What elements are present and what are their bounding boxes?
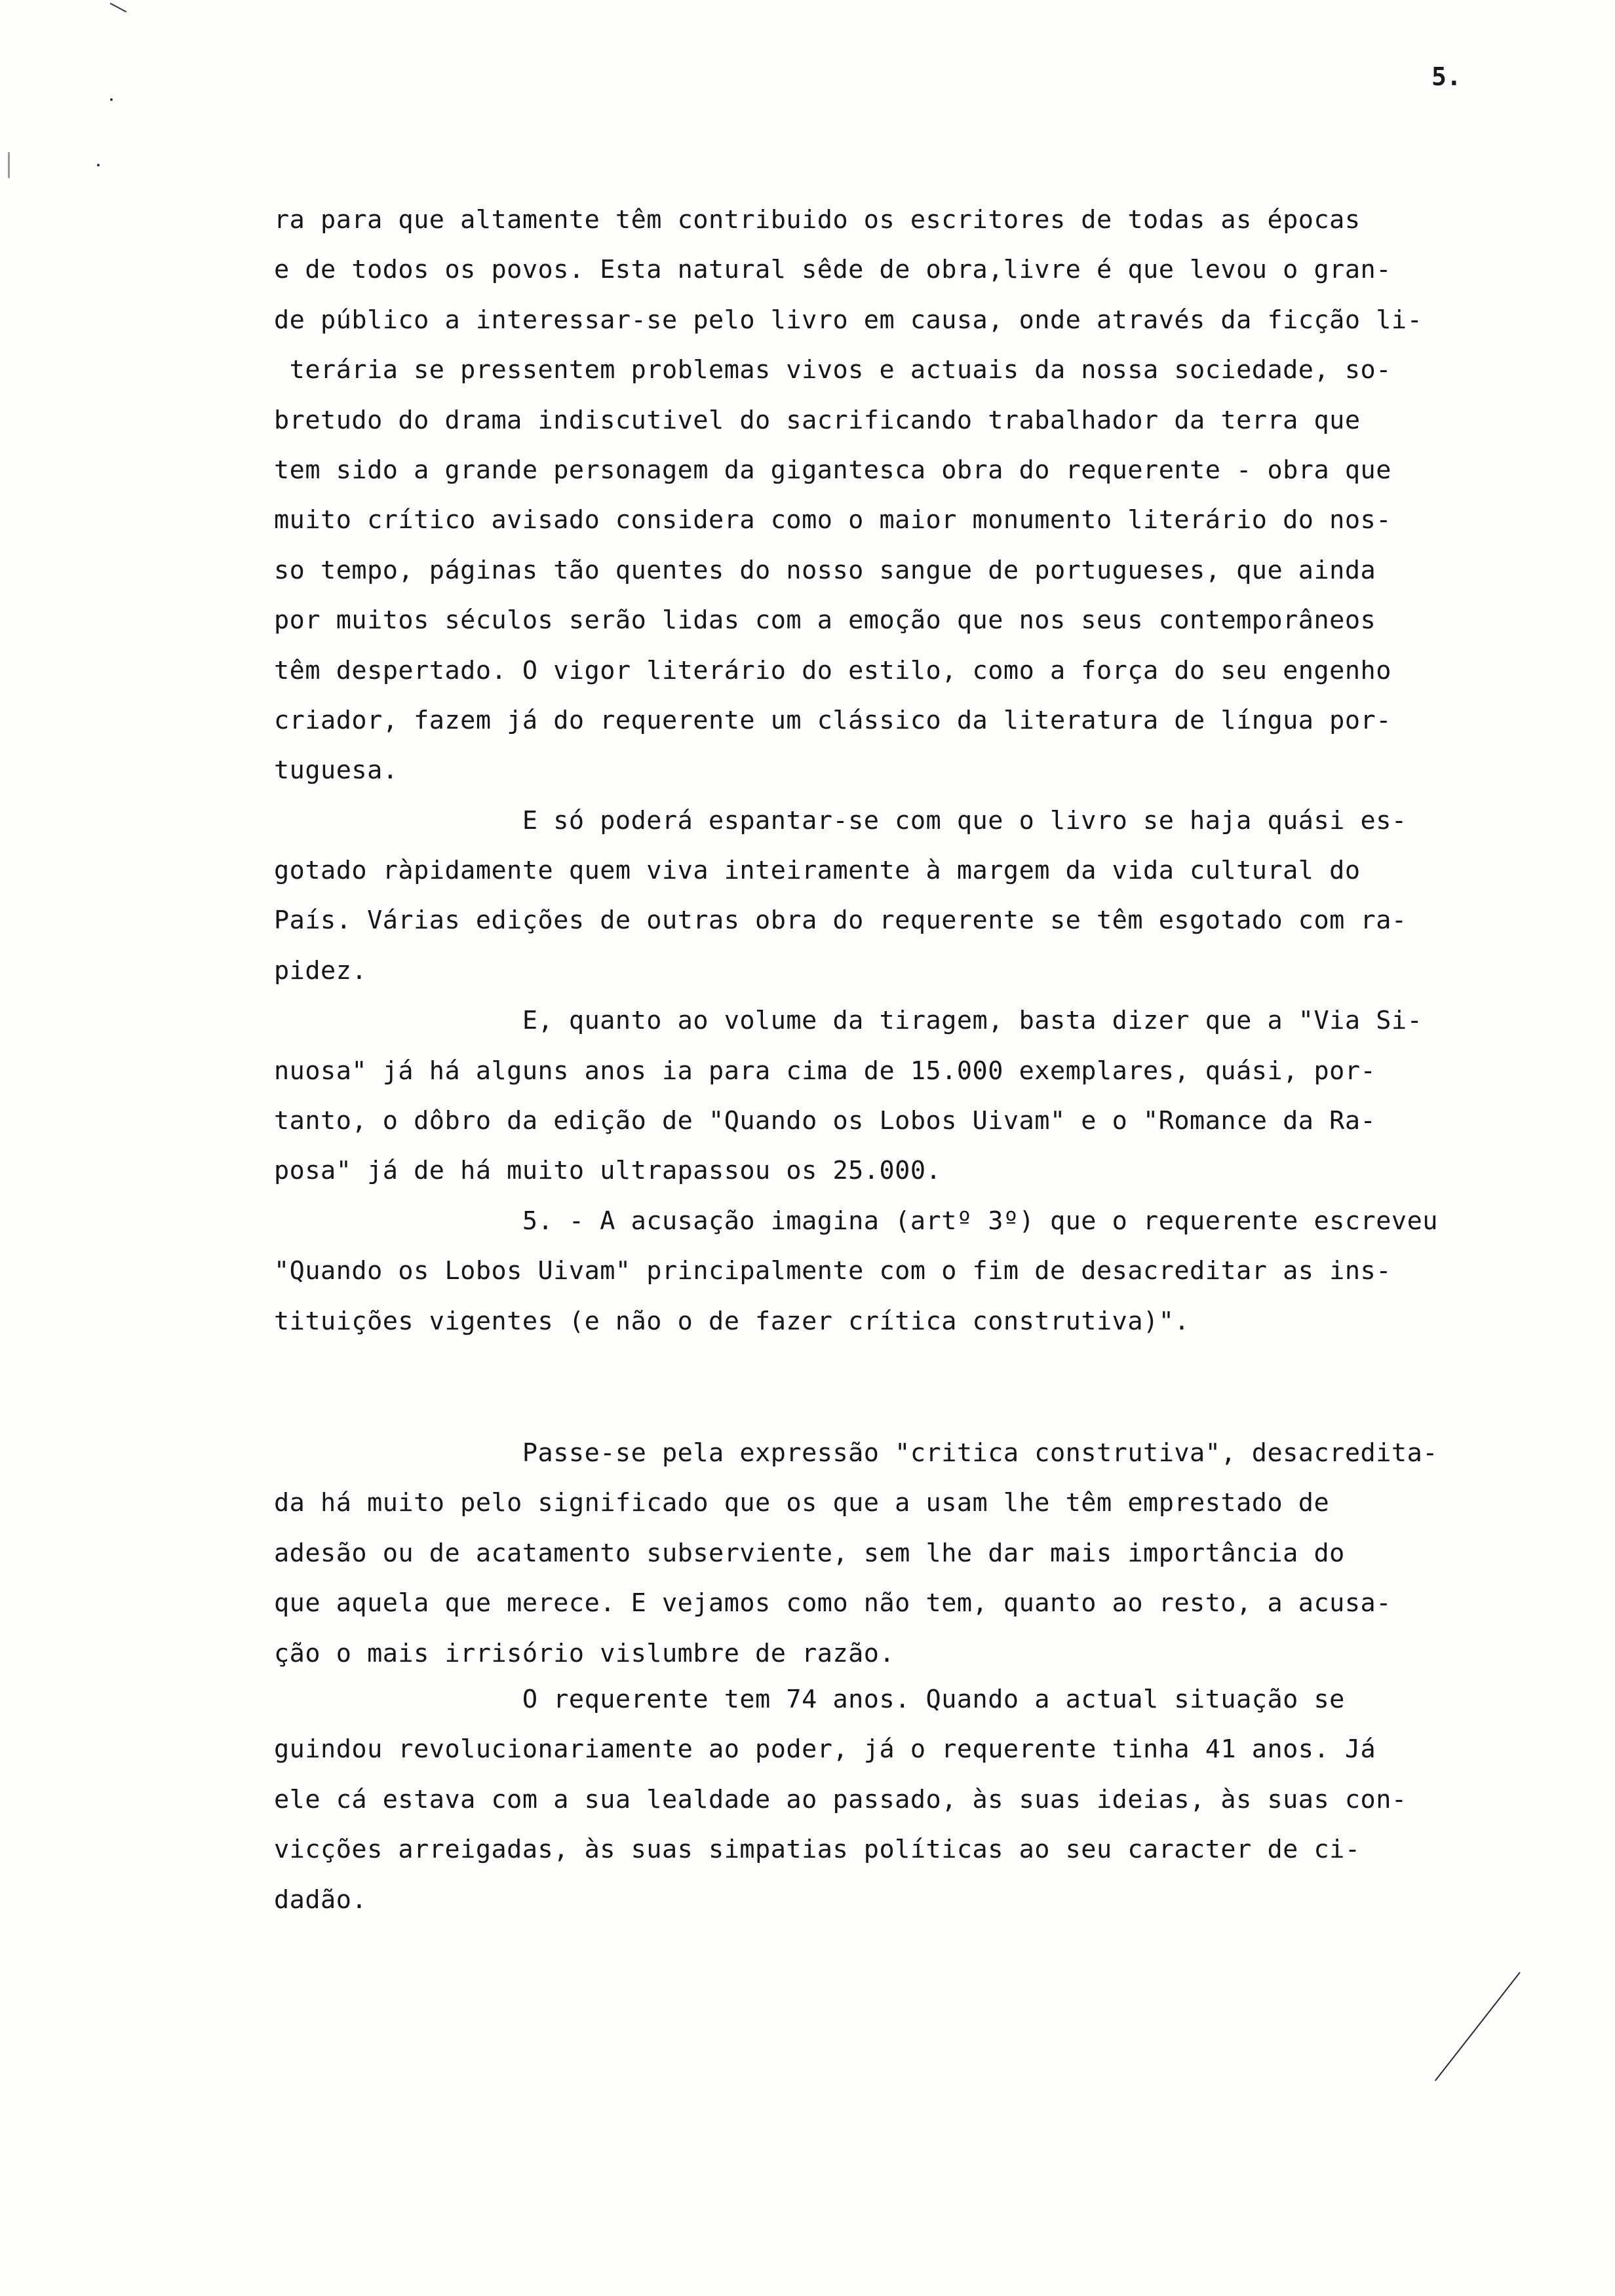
text-line: guindou revolucionariamente ao poder, já o requerente tinha 41 anos. Já [274,1734,1376,1765]
text-line: terária se pressentem problemas vivos e actuais da nossa sociedade, so- [274,355,1391,385]
text-line: que aquela que merece. E vejamos como não tem, quanto ao resto, a acusa- [274,1588,1391,1618]
text-line: ra para que altamente têm contribuido os escritores de todas as épocas [274,205,1361,235]
text-line: tituições vigentes (e não o de fazer crítica construtiva)". [274,1306,1190,1336]
text-line: gotado ràpidamente quem viva inteiramente à margem da vida cultural do [274,856,1361,886]
text-line: E, quanto ao volume da tiragem, basta dizer que a "Via Si- [274,1006,1423,1036]
text-line: "Quando os Lobos Uivam" principalmente com o fim de desacreditar as ins- [274,1256,1391,1286]
text-line: tuguesa. [274,756,399,786]
margin-dot [110,98,113,101]
margin-mark [110,3,127,12]
paragraph-block-1 [274,195,1559,1347]
text-line: posa" já de há muito ultrapassou os 25.000. [274,1156,942,1186]
text-line: ção o mais irrisório vislumbre de razão. [274,1638,895,1668]
text-line: dadão. [274,1885,368,1915]
text-line: Passe-se pela expressão "critica construtiva", desacredita- [274,1438,1438,1468]
text-line: tem sido a grande personagem da gigantesca obra do requerente - obra que [274,455,1391,485]
text-line: ele cá estava com a sua lealdade ao passado, às suas ideias, às suas con- [274,1784,1407,1814]
text-line: nuosa" já há alguns anos ia para cima de 15.000 exemplares, quási, por- [274,1056,1376,1086]
text-line: O requerente tem 74 anos. Quando a actual situação se [274,1685,1345,1714]
page-number: 5. [1431,62,1462,91]
text-line: so tempo, páginas tão quentes do nosso sangue de portugueses, que ainda [274,555,1376,585]
text-line: da há muito pelo significado que os que a usam lhe têm emprestado de [274,1488,1330,1518]
text-line: muito crítico avisado considera como o maior monumento literário do nos- [274,505,1391,535]
text-line: vicções arreigadas, às suas simpatias políticas ao seu caracter de ci- [274,1835,1361,1865]
text-line: de público a interessar-se pelo livro em causa, onde através da ficção li- [274,305,1423,335]
margin-smudge [8,152,10,178]
text-line: 5. - A acusação imagina (artº 3º) que o requerente escreveu [274,1206,1438,1236]
text-line: tanto, o dôbro da edição de "Quando os Lobos Uivam" e o "Romance da Ra- [274,1106,1376,1136]
pen-stroke-mark [1435,1972,1521,2081]
text-line: País. Várias edições de outras obra do requerente se têm esgotado com ra- [274,906,1407,936]
text-line: têm despertado. O vigor literário do estilo, como a força do seu engenho [274,655,1391,685]
paragraph-block-2 [274,1428,1559,1679]
margin-dot [97,164,100,166]
text-line: e de todos os povos. Esta natural sêde de obra,livre é que levou o gran- [274,255,1391,285]
text-line: bretudo do drama indiscutivel do sacrificando trabalhador da terra que [274,405,1361,435]
text-line: criador, fazem já do requerente um clássico da literatura de língua por- [274,705,1391,735]
text-line: por muitos séculos serão lidas com a emoção que nos seus contemporâneos [274,605,1376,636]
paragraph-block-3 [274,1675,1559,1925]
text-line: pidez. [274,955,368,985]
text-line: E só poderá espantar-se com que o livro se haja quási es- [274,805,1407,835]
text-line: adesão ou de acatamento subserviente, sem lhe dar mais importância do [274,1538,1345,1568]
